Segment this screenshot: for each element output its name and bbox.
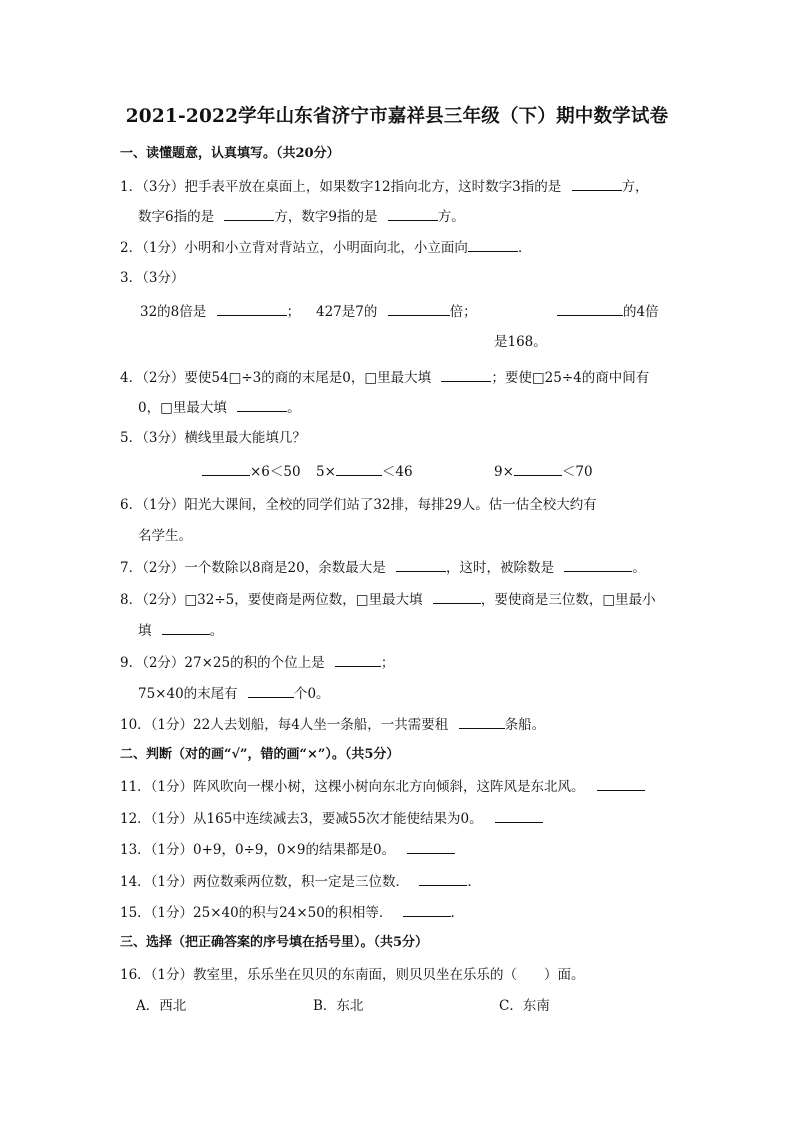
answer-blank[interactable] [396, 557, 446, 572]
question-1-line-2: 数字6指的是 方，数字9指的是 方。 [138, 206, 465, 227]
answer-blank[interactable] [202, 461, 250, 476]
question-1-line-1: 1．（3分）把手表平放在桌面上，如果数字12指向北方，这时数字3指的是 方， [120, 176, 649, 197]
option-b[interactable]: B．东北 [313, 998, 364, 1014]
option-a[interactable]: A．西北 [136, 998, 187, 1014]
answer-blank[interactable] [407, 839, 455, 854]
answer-blank[interactable] [248, 683, 294, 698]
question-4-line-2: 0，□里最大填 。 [138, 397, 301, 418]
answer-blank[interactable] [335, 652, 381, 667]
answer-blank[interactable] [419, 871, 467, 886]
answer-blank[interactable] [564, 557, 632, 572]
question-5-part-c: 9× ＜70 [494, 461, 593, 482]
question-7: 7．（2分）一个数除以8商是20，余数最大是 ，这时，被除数是 。 [120, 557, 646, 578]
question-8-line-2: 填 。 [138, 620, 223, 641]
question-3: 3．（3分） [120, 270, 185, 286]
question-2: 2．（1分）小明和小立背对背站立，小明面向北，小立面向 ． [120, 237, 531, 258]
answer-blank[interactable] [459, 714, 505, 729]
answer-blank[interactable] [217, 301, 287, 316]
question-3-part-b: 427是7的 倍； [316, 301, 477, 322]
answer-blank[interactable] [441, 367, 491, 382]
answer-blank[interactable] [433, 589, 481, 604]
question-14: 14．（1分）两位数乘两位数，积一定是三位数． ． [120, 871, 481, 892]
question-13: 13．（1分）0+9，0÷9，0×9的结果都是0。 [120, 839, 455, 860]
question-5-part-a: ×6＜50 [202, 461, 301, 482]
answer-blank[interactable] [388, 206, 438, 221]
question-3-part-c-end: 是168。 [494, 334, 547, 350]
question-3-part-c: 的4倍 [557, 301, 659, 322]
question-10: 10．（1分）22人去划船，每4人坐一条船，一共需要租 条船。 [120, 714, 545, 735]
option-c[interactable]: C．东南 [499, 998, 550, 1014]
question-16: 16．（1分）教室里，乐乐坐在贝贝的东南面，则贝贝坐在乐乐的（ ）面。 [120, 967, 585, 983]
question-6-line-1: 6．（1分）阳光大课间，全校的同学们站了32排，每排29人。估一估全校大约有 [120, 497, 597, 513]
question-4-line-1: 4．（2分）要使54□÷3的商的末尾是0，□里最大填 ；要使□25÷4的商中间有 [120, 367, 649, 388]
question-11: 11．（1分）阵风吹向一棵小树，这棵小树向东北方向倾斜，这阵风是东北风。 [120, 776, 645, 797]
answer-blank[interactable] [572, 176, 622, 191]
page-title: 2021-2022学年山东省济宁市嘉祥县三年级（下）期中数学试卷 [125, 106, 669, 127]
answer-blank[interactable] [597, 776, 645, 791]
question-15: 15．（1分）25×40的积与24×50的积相等． ． [120, 902, 464, 923]
question-5-part-b: 5× ＜46 [316, 461, 413, 482]
answer-blank[interactable] [237, 397, 287, 412]
question-6-line-2: 名学生。 [138, 528, 192, 544]
question-12: 12．（1分）从165中连续减去3，要减55次才能使结果为0。 [120, 808, 543, 829]
answer-blank[interactable] [336, 461, 382, 476]
answer-blank[interactable] [514, 461, 562, 476]
answer-blank[interactable] [403, 902, 451, 917]
section-3-heading: 三、选择（把正确答案的序号填在括号里）。（共5分） [120, 935, 429, 950]
answer-blank[interactable] [388, 301, 450, 316]
question-9-line-1: 9．（2分）27×25的积的个位上是 ； [120, 652, 394, 673]
answer-blank[interactable] [495, 808, 543, 823]
answer-blank[interactable] [162, 620, 210, 635]
answer-blank[interactable] [557, 301, 623, 316]
question-9-line-2: 75×40的末尾有 个0。 [138, 683, 330, 704]
answer-blank[interactable] [468, 237, 518, 252]
question-3-part-a: 32的8倍是 ； [140, 301, 300, 322]
question-5: 5．（3分）横线里最大能填几？ [120, 430, 306, 446]
section-2-heading: 二、判断（对的画“√”，错的画“×”）。（共5分） [120, 747, 400, 762]
question-8-line-1: 8．（2分）□32÷5，要使商是两位数，□里最大填 ，要使商是三位数，□里最小 [120, 589, 656, 610]
answer-blank[interactable] [224, 206, 274, 221]
section-1-heading: 一、读懂题意，认真填写。（共20分） [120, 146, 340, 161]
